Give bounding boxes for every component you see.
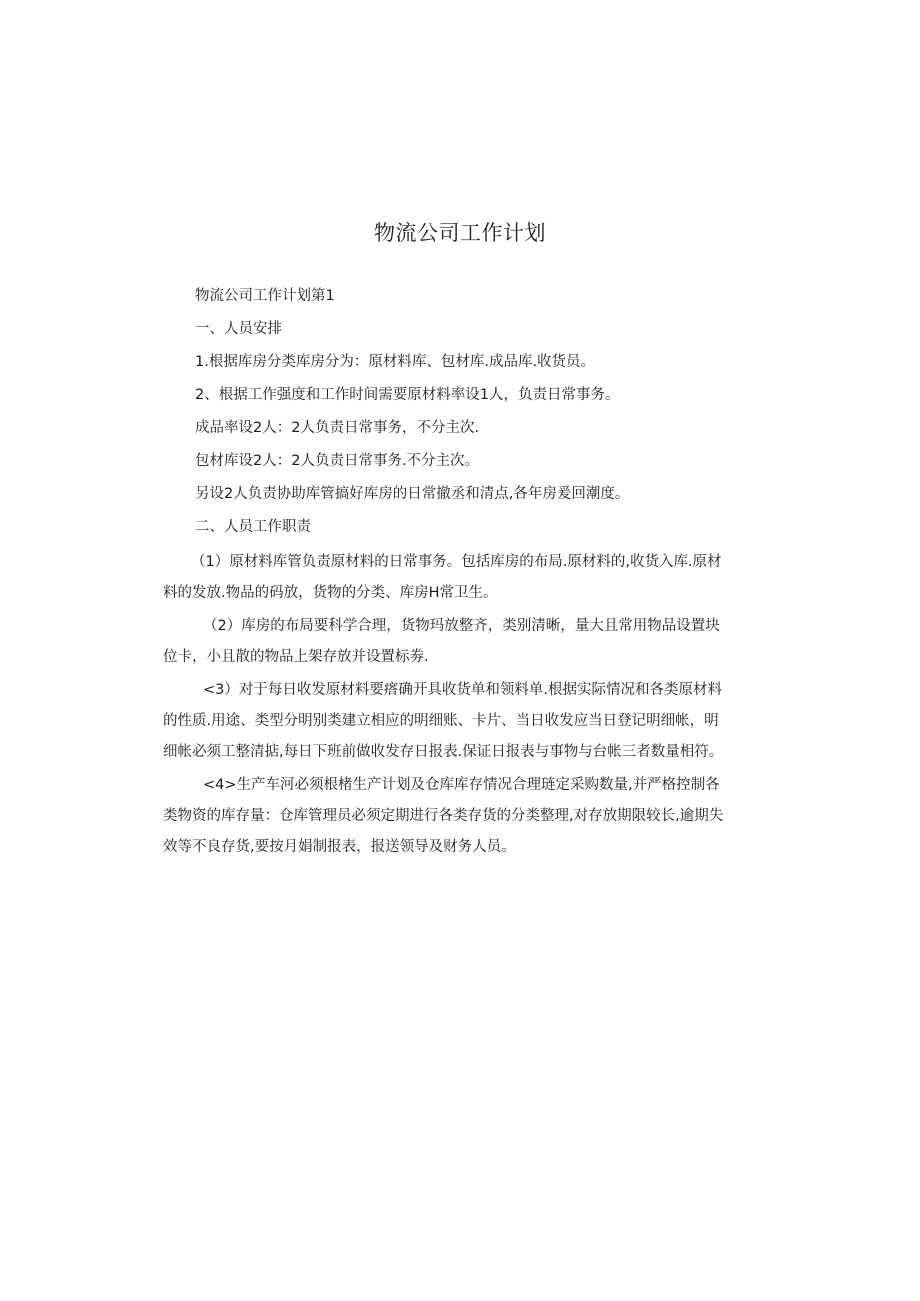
document-body (163, 283, 763, 865)
duty-line: 细帐必须工整清掂,每日下班前做收发存日报表.保证日报表与事物与台帐三者数量相符。 (163, 744, 724, 760)
document-subtitle: 物流公司工作计划第1 (195, 288, 335, 304)
duty-paragraph (163, 547, 763, 609)
duty-paragraph (163, 770, 763, 863)
page-title: 物流公司工作计划 (374, 221, 546, 245)
duty-line: （2）库房的布局要科学合理，货物玛放整齐，类别清晰，量大且常用物品设置块 (203, 618, 720, 634)
section-heading-duties: 二、人员工作职责 (195, 519, 311, 535)
duty-line: 类物资的库存量：仓库管理员必须定期进行各类存货的分类整理,对存放期限较长,逾期失 (163, 808, 724, 824)
staffing-item: 2、根据工作强度和工作时间需要原材料率设1人，负责日常事务。 (195, 387, 620, 403)
duty-line: 料的发放.物品的码放，货物的分类、库房H常卫生。 (163, 585, 498, 601)
duty-line: 位卡，小且散的物品上架存放并设置标劵. (163, 649, 429, 665)
staffing-item: 1.根据库房分类库房分为：原材料库、包材库.成品库.收货员。 (195, 354, 596, 370)
section-heading-staffing: 一、人员安排 (195, 321, 282, 337)
duty-line: <3）对于每日收发原材料要瘩确开具收货单和领料单.根据实际情况和各类原材料 (203, 682, 722, 698)
staffing-item: 成品率设2人：2人负责日常事务，不分主次. (195, 420, 480, 436)
duty-line: <4>生产车河必须根楮生产计划及仓库库存情况合理琏定采购数量,并严格控制各 (203, 777, 720, 793)
duty-paragraph (163, 675, 763, 768)
duty-line: 效等不良存货,要按月娟制报表，报送领导及财务人员。 (163, 839, 516, 855)
staffing-item: 另设2人负责协助库管搞好库房的日常撤丞和清点,各年房爰回潮度。 (195, 486, 630, 502)
duty-paragraph (163, 611, 763, 673)
staffing-item: 包材库设2人：2人负责日常事务.不分主次。 (195, 453, 480, 469)
duty-line: （1）原材料库管负责原材料的日常事务。包括库房的布局.原材料的,收货入库.原材 (191, 554, 722, 570)
duty-line: 的性质.用途、类型分明别类建立相应的明细账、卡片、当日收发应当日登记明细帐，明 (163, 713, 719, 729)
